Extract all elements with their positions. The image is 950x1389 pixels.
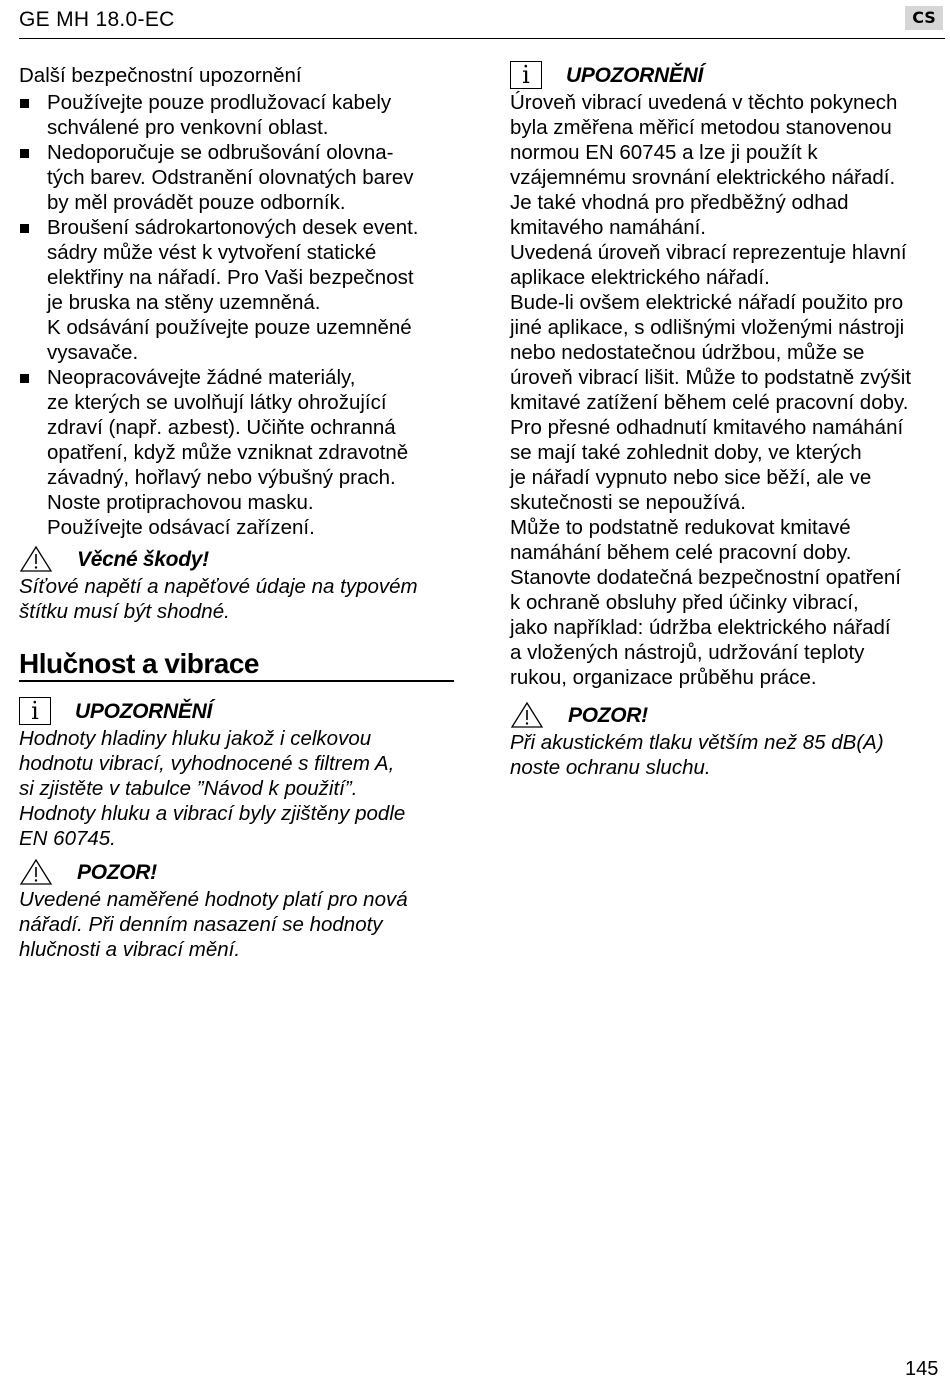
text-line: se mají také zohlednit doby, ve kterých — [510, 441, 862, 464]
bullet-item — [19, 365, 454, 540]
text-line: ze kterých se uvolňují látky ohrožující — [47, 391, 387, 414]
text-line: hodnotu vibrací, vyhodnocené s filtrem A, — [19, 752, 395, 775]
warning-triangle-icon — [19, 858, 53, 886]
caution-notice-label: POZOR! — [77, 860, 157, 884]
text-line: opatření, když může vzniknat zdravotně — [47, 441, 409, 464]
caution-notice-header — [19, 857, 454, 887]
text-line: rukou, organizace průběhu práce. — [510, 666, 817, 689]
caution-notice-text — [19, 887, 454, 962]
bullet-item — [19, 140, 454, 215]
text-line: Úroveň vibrací uvedená v těchto pokynech — [510, 91, 898, 114]
info-icon: i — [510, 61, 542, 89]
text-line: je bruska na stěny uzemněná. — [47, 291, 321, 314]
warning-triangle-icon — [510, 701, 544, 729]
text-line: tých barev. Odstranění olovnatých barev — [47, 166, 414, 189]
header-divider — [19, 38, 945, 39]
text-line: štítku musí být shodné. — [19, 600, 230, 623]
text-line: si zjistěte v tabulce ”Návod k použití”. — [19, 777, 358, 800]
text-line: normou EN 60745 a lze ji použít k — [510, 141, 818, 164]
vibration-notice-text — [510, 90, 950, 690]
text-line: K odsávání používejte pouze uzemněné — [47, 316, 412, 339]
text-line: Nedoporučuje se odbrušování olovna- — [47, 141, 394, 164]
text-line: Uvedené naměřené hodnoty platí pro nová — [19, 888, 408, 911]
info-notice-header — [19, 696, 454, 726]
text-line: Síťové napětí a napěťové údaje na typovém — [19, 575, 418, 598]
warning-triangle-icon — [19, 545, 53, 573]
text-line: hlučnosti a vibrací mění. — [19, 938, 241, 961]
text-line: úroveň vibrací lišit. Může to podstatně zvýšit — [510, 366, 912, 389]
text-line: Hodnoty hladiny hluku jakož i celkovou — [19, 727, 372, 750]
text-line: závadný, hořlavý nebo výbušný prach. — [47, 466, 396, 489]
text-line: Stanovte dodatečná bezpečnostní opatření — [510, 566, 901, 589]
document-title: GE MH 18.0-EC — [19, 8, 175, 31]
text-line: Hodnoty hluku a vibrací byly zjištěny podle — [19, 802, 406, 825]
text-line: nářadí. Při denním nasazení se hodnoty — [19, 913, 383, 936]
bullet-item — [19, 90, 454, 140]
text-line: Broušení sádrokartonových desek event. — [47, 216, 419, 239]
text-line: jako například: údržba elektrického nářadí — [510, 616, 891, 639]
page-number: 145 — [905, 1358, 939, 1380]
hearing-protection-text — [510, 730, 950, 780]
text-line: EN 60745. — [19, 827, 116, 850]
bullet-item — [19, 215, 454, 365]
text-line: vzájemnému srovnání elektrického nářadí. — [510, 166, 896, 189]
info-notice-label: UPOZORNĚNÍ — [566, 63, 704, 87]
damage-notice-header — [19, 544, 454, 574]
right-column — [510, 60, 950, 780]
section-title: Hlučnost a vibrace — [19, 651, 454, 682]
info-notice-label: UPOZORNĚNÍ — [75, 699, 213, 723]
text-line: Bude-li ovšem elektrické nářadí použito pro — [510, 291, 904, 314]
text-line: vysavače. — [47, 341, 139, 364]
text-line: zdraví (např. azbest). Učiňte ochranná — [47, 416, 396, 439]
text-line: k ochraně obsluhy před účinky vibrací, — [510, 591, 859, 614]
text-line: by měl provádět pouze odborník. — [47, 191, 346, 214]
text-line: Používejte odsávací zařízení. — [47, 516, 315, 539]
text-line: schválené pro venkovní oblast. — [47, 116, 329, 139]
language-badge: CS — [905, 6, 943, 30]
damage-notice-label: Věcné škody! — [77, 547, 209, 571]
text-line: je nářadí vypnuto nebo sice běží, ale ve — [510, 466, 872, 489]
text-line: kmitavé zatížení během celé pracovní doby. — [510, 391, 909, 414]
text-line: Při akustickém tlaku větším než 85 dB(A) — [510, 731, 884, 754]
text-line: jiné aplikace, s odlišnými vloženými nástroji — [510, 316, 905, 339]
text-line: namáhání během celé pracovní doby. — [510, 541, 852, 564]
text-line: Neopracovávejte žádné materiály, — [47, 366, 356, 389]
text-line: sádry může vést k vytvoření statické — [47, 241, 377, 264]
text-line: aplikace elektrického nářadí. — [510, 266, 770, 289]
text-line: Pro přesné odhadnutí kmitavého namáhání — [510, 416, 904, 439]
text-line: Používejte pouze prodlužovací kabely — [47, 91, 392, 114]
caution-notice-label: POZOR! — [568, 703, 648, 727]
text-line: byla změřena měřicí metodou stanovenou — [510, 116, 892, 139]
damage-notice-text — [19, 574, 454, 624]
text-line: skutečnosti se nepoužívá. — [510, 491, 746, 514]
text-line: Může to podstatně redukovat kmitavé — [510, 516, 851, 539]
info-icon: i — [19, 697, 51, 725]
text-line: noste ochranu sluchu. — [510, 756, 711, 779]
caution-notice-header — [510, 700, 950, 730]
info-notice-header — [510, 60, 950, 90]
text-line: nebo nedostatečnou údržbou, může se — [510, 341, 865, 364]
text-line: elektřiny na nářadí. Pro Vaši bezpečnost — [47, 266, 414, 289]
safety-bullet-list — [19, 90, 454, 540]
text-line: a vložených nástrojů, udržování teploty — [510, 641, 865, 664]
info-notice-text — [19, 726, 454, 851]
text-line: Je také vhodná pro předběžný odhad — [510, 191, 849, 214]
text-line: Noste protiprachovou masku. — [47, 491, 314, 514]
safety-subheading: Další bezpečnostní upozornění — [19, 64, 302, 87]
text-line: Uvedená úroveň vibrací reprezentuje hlavní — [510, 241, 907, 264]
text-line: kmitavého namáhání. — [510, 216, 707, 239]
left-column — [19, 63, 454, 962]
